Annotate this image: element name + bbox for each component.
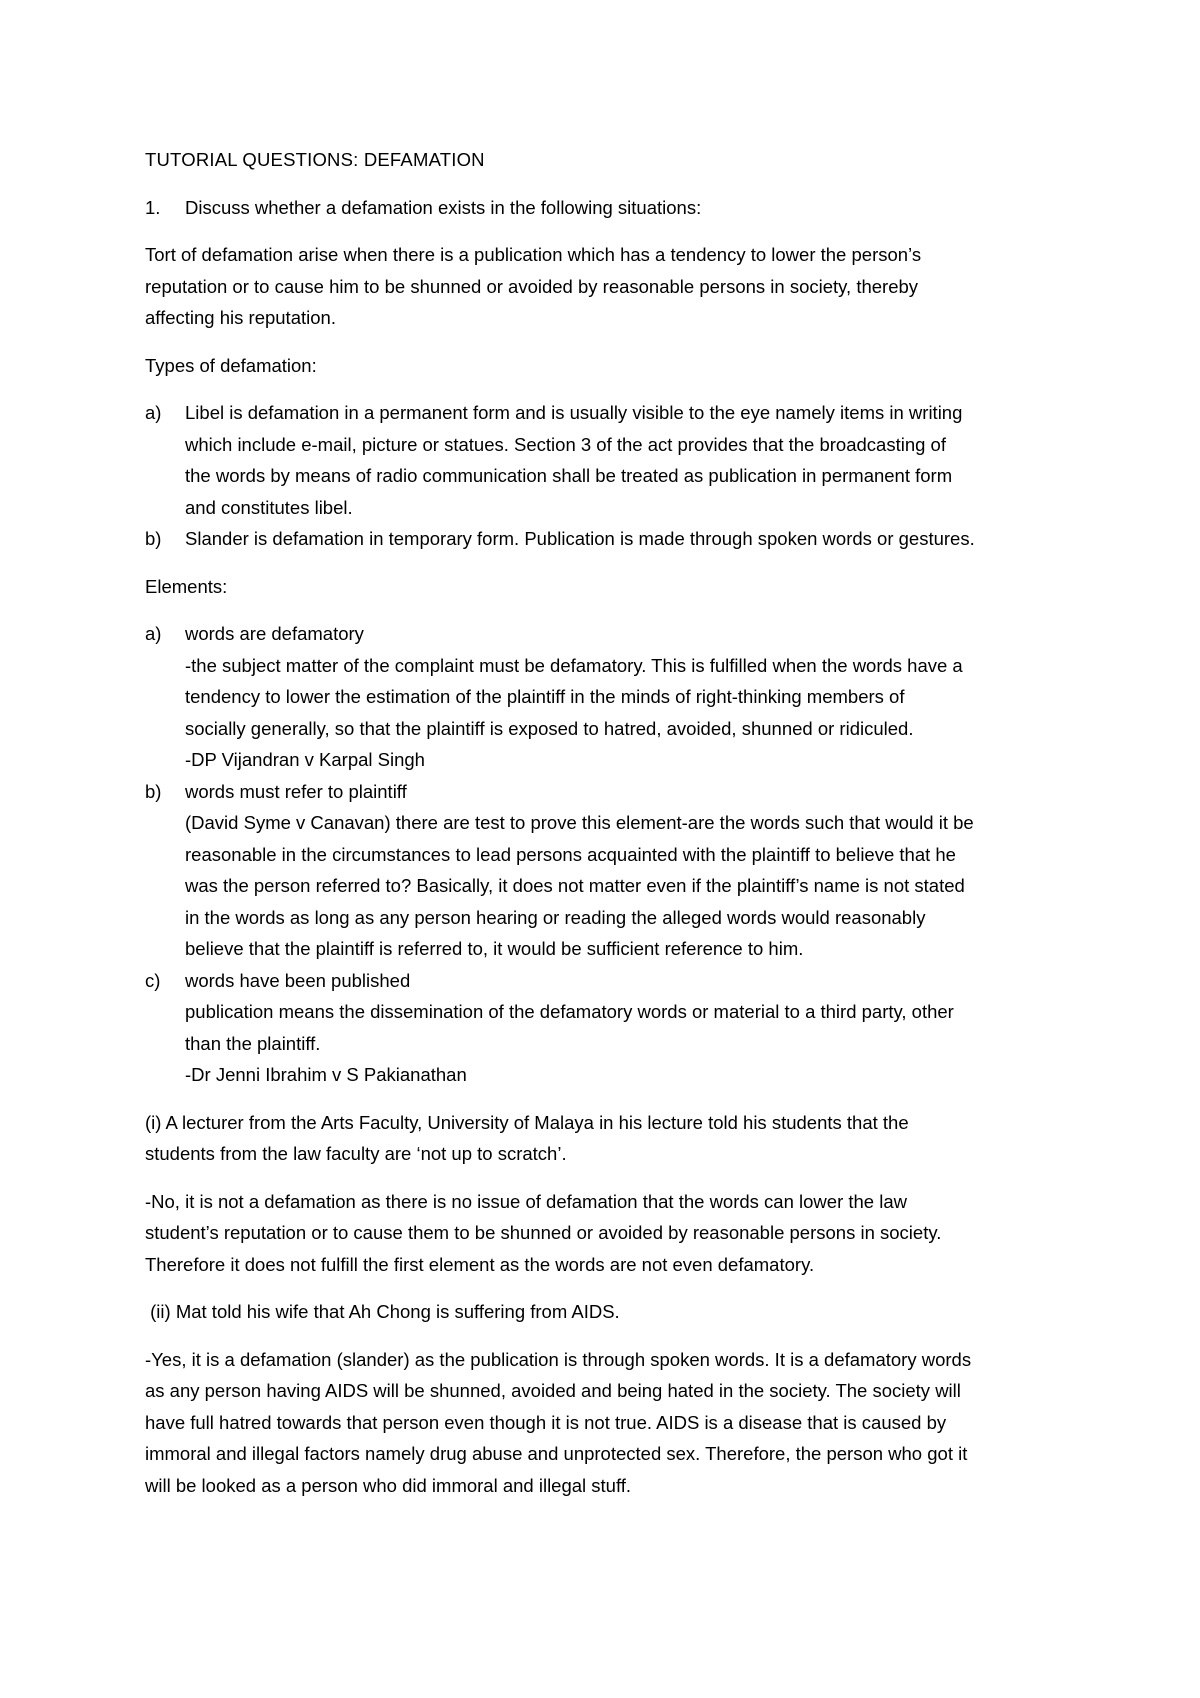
text-line: -Dr Jenni Ibrahim v S Pakianathan <box>185 1064 467 1085</box>
text-line: have full hatred towards that person even though it is not true. AIDS is a disease that is caused by <box>145 1411 947 1433</box>
text-line: reasonable in the circumstances to lead persons acquainted with the plaintiff to believe that he <box>185 843 956 865</box>
text-line: -DP Vijandran v Karpal Singh <box>185 749 425 770</box>
intro-paragraph <box>145 239 1065 334</box>
page-title: TUTORIAL QUESTIONS: DEFAMATION <box>145 149 485 170</box>
text-line: -No, it is not a defamation as there is no issue of defamation that the words can lower the law <box>145 1190 907 1212</box>
text-line: which include e-mail, picture or statues. Section 3 of the act provides that the broadcasting of <box>185 433 946 455</box>
scenario-ii-answer <box>145 1344 1065 1502</box>
text-line: will be looked as a person who did immoral and illegal stuff. <box>145 1474 632 1496</box>
text-line: affecting his reputation. <box>145 307 336 328</box>
text-line: publication means the dissemination of the defamatory words or material to a third party, other <box>185 1001 954 1022</box>
text-line: words are defamatory <box>185 623 364 644</box>
text-line: -Yes, it is a defamation (slander) as the publication is through spoken words. It is a defamatory words <box>145 1348 972 1370</box>
text-line: (ii) Mat told his wife that Ah Chong is suffering from AIDS. <box>145 1301 620 1322</box>
text-line: -the subject matter of the complaint must be defamatory. This is fulfilled when the words have a <box>185 654 963 676</box>
text-line: was the person referred to? Basically, it does not matter even if the plaintiff’s name is not stated <box>185 875 965 896</box>
text-line: the words by means of radio communication shall be treated as publication in permanent form <box>185 465 953 486</box>
text-line: words have been published <box>185 969 411 991</box>
text-line: Libel is defamation in a permanent form and is usually visible to the eye namely items in writing <box>185 402 963 423</box>
list-marker: a) <box>145 623 162 644</box>
list-marker: b) <box>145 528 162 549</box>
text-line: student’s reputation or to cause them to be shunned or avoided by reasonable persons in society. <box>145 1222 942 1243</box>
element-item-refer-plaintiff <box>145 776 1065 965</box>
types-heading: Types of defamation: <box>145 354 317 376</box>
type-item-slander <box>145 523 1065 555</box>
list-marker: c) <box>145 969 161 991</box>
list-marker: a) <box>145 402 162 423</box>
scenario-i-question <box>145 1107 1065 1170</box>
question-1 <box>145 192 1065 224</box>
element-item-defamatory <box>145 618 1065 776</box>
elements-heading: Elements: <box>145 575 228 597</box>
text-line: as any person having AIDS will be shunned, avoided and being hated in the society. The society will <box>145 1380 961 1401</box>
element-item-published <box>145 965 1065 1091</box>
scenario-i-answer <box>145 1186 1065 1281</box>
text-line: socially generally, so that the plaintiff is exposed to hatred, avoided, shunned or ridiculed. <box>185 717 914 739</box>
text-line: tendency to lower the estimation of the plaintiff in the minds of right-thinking members of <box>185 686 905 707</box>
text-line: Tort of defamation arise when there is a publication which has a tendency to lower the person’s <box>145 244 922 265</box>
text-line: reputation or to cause him to be shunned or avoided by reasonable persons in society, thereby <box>145 275 919 297</box>
text-line: Therefore it does not fulfill the first element as the words are not even defamatory. <box>145 1253 815 1275</box>
document-page <box>145 144 1065 1501</box>
text-line: in the words as long as any person hearing or reading the alleged words would reasonably <box>185 906 926 928</box>
text-line: and constitutes libel. <box>185 496 353 518</box>
text-line: students from the law faculty are ‘not up to scratch’. <box>145 1143 567 1164</box>
text-line: Slander is defamation in temporary form. Publication is made through spoken words or gestures. <box>185 528 975 549</box>
text-line: words must refer to plaintiff <box>185 780 407 802</box>
text-line: immoral and illegal factors namely drug abuse and unprotected sex. Therefore, the person who got it <box>145 1443 968 1464</box>
scenario-ii-question <box>145 1296 1065 1328</box>
text-line: believe that the plaintiff is referred to, it would be sufficient reference to him. <box>185 938 804 959</box>
text-line: than the plaintiff. <box>185 1032 321 1054</box>
question-text: Discuss whether a defamation exists in the following situations: <box>185 196 702 218</box>
question-number: 1. <box>145 196 161 218</box>
type-item-libel <box>145 397 1065 523</box>
list-marker: b) <box>145 780 162 802</box>
text-line: (David Syme v Canavan) there are test to prove this element-are the words such that would it be <box>185 812 974 833</box>
text-line: (i) A lecturer from the Arts Faculty, University of Malaya in his lecture told his students that the <box>145 1111 909 1133</box>
